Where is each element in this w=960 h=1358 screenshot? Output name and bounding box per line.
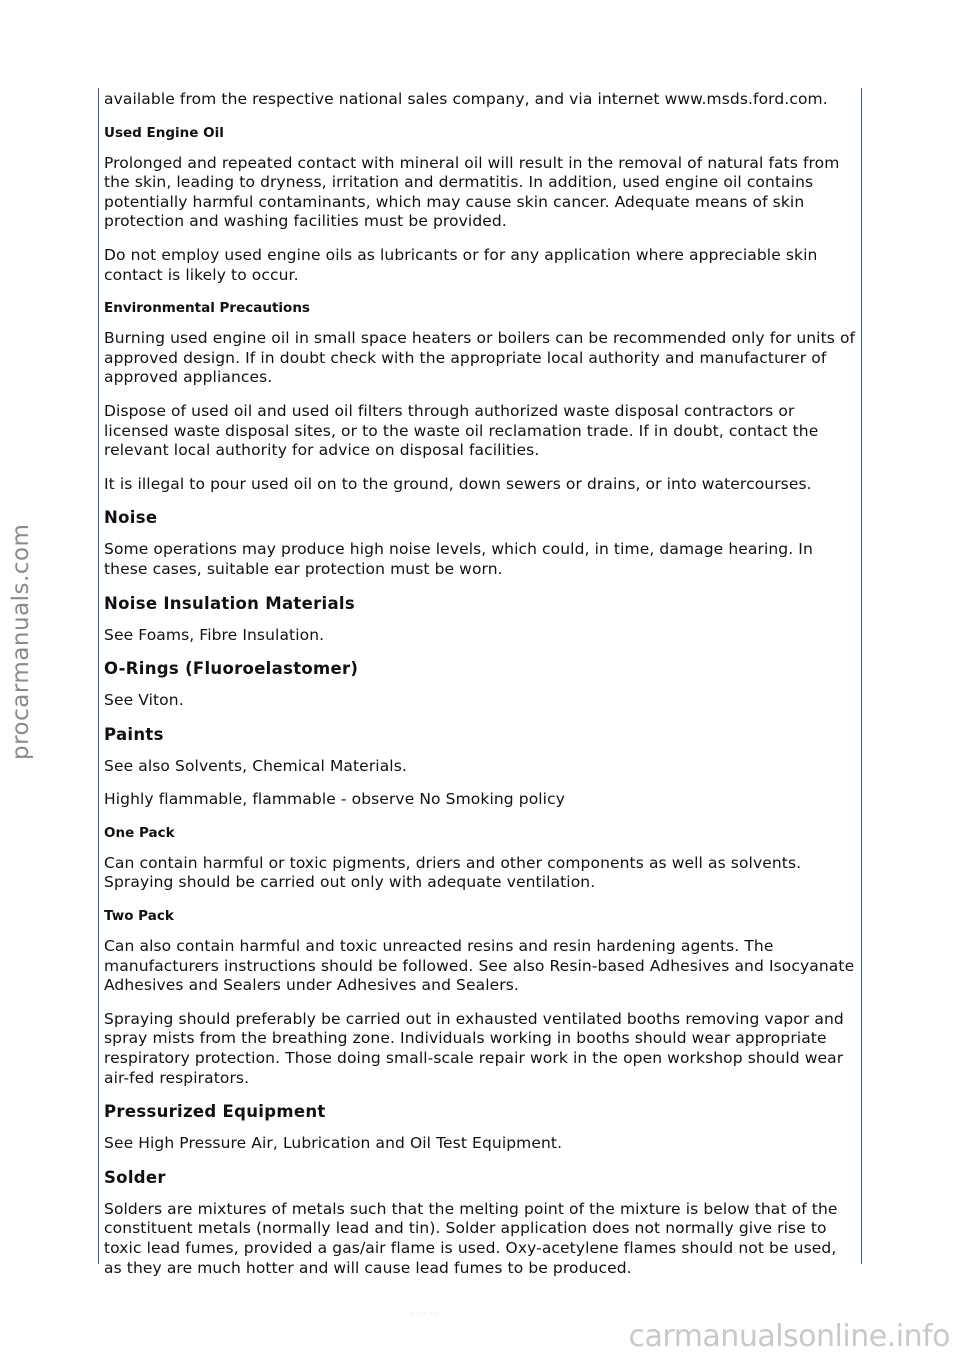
paragraph: See Viton. xyxy=(104,691,184,710)
page-number-marker: . . . . . xyxy=(410,1306,439,1317)
paragraph: Solders are mixtures of metals such that the melting point of the mixture is below that of the constituent metals (normally lead and tin). Solder application does not normally give rise to toxic lead fumes, provided a gas/air flame is used. Oxy-acetylene flames should not be used, as they are much hotter and will cause lead fumes to be produced. xyxy=(104,1199,838,1277)
section-heading-two-pack: Two Pack xyxy=(104,908,174,925)
paragraph: See Foams, Fibre Insulation. xyxy=(104,625,325,644)
section-heading-o-rings: O-Rings (Fluoroelastomer) xyxy=(104,659,359,679)
paragraph: It is illegal to pour used oil on to the ground, down sewers or drains, or into watercourses. xyxy=(104,474,812,493)
paragraph: Prolonged and repeated contact with mineral oil will result in the removal of natural fats from the skin, leading to dryness, irritation and dermatitis. In addition, used engine oil contains potentially harmful contaminants, which may cause skin cancer. Adequate means of skin protection and washing facilities must be provided. xyxy=(104,153,840,231)
section-heading-one-pack: One Pack xyxy=(104,824,175,841)
section-heading-used-engine-oil: Used Engine Oil xyxy=(104,124,224,141)
paragraph: Highly flammable, flammable - observe No Smoking policy xyxy=(104,790,565,809)
section-heading-solder: Solder xyxy=(104,1167,166,1187)
paragraph: See High Pressure Air, Lubrication and Oil Test Equipment. xyxy=(104,1134,563,1153)
section-heading-paints: Paints xyxy=(104,724,164,744)
paragraph: Some operations may produce high noise levels, which could, in time, damage hearing. In these cases, suitable ear protection must be worn. xyxy=(104,540,813,578)
paragraph: Burning used engine oil in small space heaters or boilers can be recommended only for units of approved design. If in doubt check with the appropriate local authority and manufacturer of approved appliances. xyxy=(104,329,856,387)
paragraph: Can contain harmful or toxic pigments, driers and other components as well as solvents. Spraying should be carried out only with adequate ventilation. xyxy=(104,853,802,892)
paragraph: Can also contain harmful and toxic unreacted resins and resin hardening agents. The manufacturers instructions should be followed. See also Resin-based Adhesives and Isocyanate Adhesives and Sealers under Adhesives and Sealers. xyxy=(104,937,855,995)
side-watermark: procarmanuals.com xyxy=(8,523,34,760)
section-heading-noise-insulation: Noise Insulation Materials xyxy=(104,593,356,613)
document-body xyxy=(104,90,856,1292)
paragraph: See also Solvents, Chemical Materials. xyxy=(104,756,407,775)
intro-paragraph: available from the respective national sales company, and via internet www.msds.ford.com. xyxy=(104,90,828,108)
paragraph: Dispose of used oil and used oil filters through authorized waste disposal contractors or licensed waste disposal sites, or to the waste oil reclamation trade. If in doubt, contact the relevant local authority for advice on disposal facilities. xyxy=(104,401,819,460)
section-heading-environmental-precautions: Environmental Precautions xyxy=(104,300,310,317)
section-heading-noise: Noise xyxy=(104,508,158,528)
footer-watermark-logo: carmanualsonline.info xyxy=(628,1319,950,1354)
section-heading-pressurized-equipment: Pressurized Equipment xyxy=(104,1102,326,1122)
paragraph: Do not employ used engine oils as lubricants or for any application where appreciable skin contact is likely to occur. xyxy=(104,245,818,284)
paragraph: Spraying should preferably be carried out in exhausted ventilated booths removing vapor and spray mists from the breathing zone. Individuals working in booths should wear appropriate respiratory protection. Those doing small-scale repair work in the open workshop should wear air-fed respirators. xyxy=(104,1009,844,1087)
